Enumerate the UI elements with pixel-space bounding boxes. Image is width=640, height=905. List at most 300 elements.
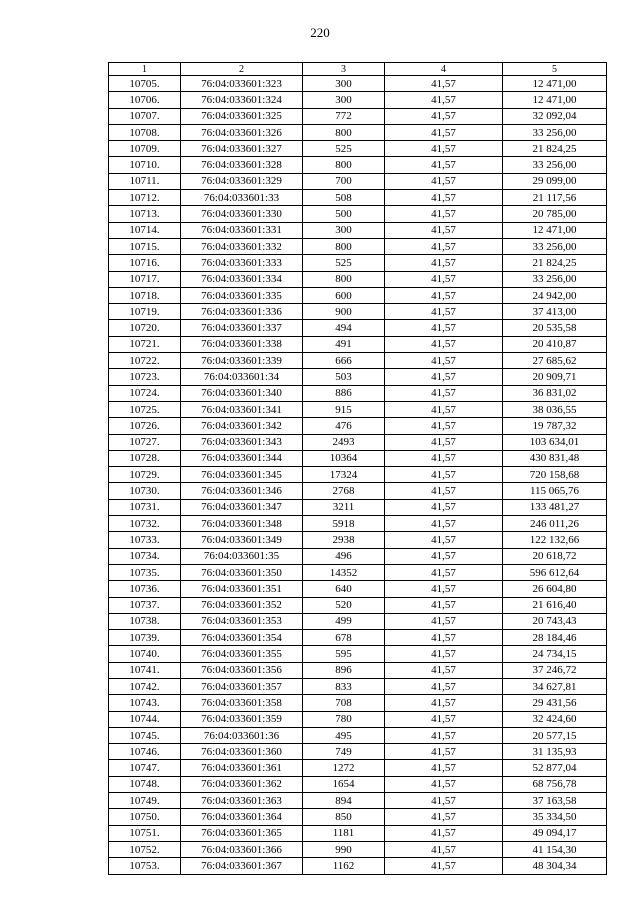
table-row [109,662,607,678]
row-number-cell: 10731. [109,499,181,515]
cadastral-number-cell: 76:04:033601:36 [181,727,303,743]
area-cell: 17324 [303,467,385,483]
rate-cell: 41,57 [385,238,503,254]
table-row [109,222,607,238]
cadastral-number-cell: 76:04:033601:326 [181,124,303,140]
cadastral-number-cell: 76:04:033601:367 [181,858,303,874]
table-row [109,597,607,613]
rate-cell: 41,57 [385,727,503,743]
rate-cell: 41,57 [385,190,503,206]
area-cell: 2493 [303,434,385,450]
cadastral-number-cell: 76:04:033601:328 [181,157,303,173]
row-number-cell: 10717. [109,271,181,287]
table-row [109,141,607,157]
table-row [109,108,607,124]
column-header: 1 [109,63,181,76]
cadastral-number-cell: 76:04:033601:323 [181,76,303,92]
table-row [109,564,607,580]
amount-cell: 27 685,62 [503,353,607,369]
rate-cell: 41,57 [385,532,503,548]
column-header: 4 [385,63,503,76]
rate-cell: 41,57 [385,320,503,336]
cadastral-number-cell: 76:04:033601:346 [181,483,303,499]
area-cell: 990 [303,841,385,857]
rate-cell: 41,57 [385,630,503,646]
rate-cell: 41,57 [385,646,503,662]
table-row [109,678,607,694]
cadastral-number-cell: 76:04:033601:362 [181,776,303,792]
table-row [109,287,607,303]
area-cell: 600 [303,287,385,303]
cadastral-number-cell: 76:04:033601:349 [181,532,303,548]
cadastral-number-cell: 76:04:033601:329 [181,173,303,189]
table-row [109,613,607,629]
amount-cell: 20 785,00 [503,206,607,222]
rate-cell: 41,57 [385,841,503,857]
rate-cell: 41,57 [385,613,503,629]
table-row [109,157,607,173]
area-cell: 708 [303,695,385,711]
cadastral-number-cell: 76:04:033601:363 [181,793,303,809]
rate-cell: 41,57 [385,597,503,613]
area-cell: 5918 [303,516,385,532]
cadastral-number-cell: 76:04:033601:330 [181,206,303,222]
row-number-cell: 10709. [109,141,181,157]
row-number-cell: 10750. [109,809,181,825]
amount-cell: 720 158,68 [503,467,607,483]
rate-cell: 41,57 [385,206,503,222]
cadastral-number-cell: 76:04:033601:351 [181,581,303,597]
table-row [109,434,607,450]
amount-cell: 21 824,25 [503,255,607,271]
rate-cell: 41,57 [385,222,503,238]
amount-cell: 48 304,34 [503,858,607,874]
row-number-cell: 10732. [109,516,181,532]
area-cell: 508 [303,190,385,206]
row-number-cell: 10744. [109,711,181,727]
amount-cell: 32 424,60 [503,711,607,727]
area-cell: 900 [303,304,385,320]
area-cell: 800 [303,124,385,140]
amount-cell: 19 787,32 [503,418,607,434]
amount-cell: 21 117,56 [503,190,607,206]
table-row [109,760,607,776]
table-row [109,190,607,206]
row-number-cell: 10716. [109,255,181,271]
area-cell: 800 [303,157,385,173]
table-row [109,320,607,336]
area-cell: 1654 [303,776,385,792]
table-row [109,825,607,841]
area-cell: 700 [303,173,385,189]
area-cell: 10364 [303,450,385,466]
area-cell: 894 [303,793,385,809]
amount-cell: 29 431,56 [503,695,607,711]
cadastral-number-cell: 76:04:033601:360 [181,744,303,760]
row-number-cell: 10733. [109,532,181,548]
amount-cell: 33 256,00 [503,124,607,140]
row-number-cell: 10715. [109,238,181,254]
amount-cell: 103 634,01 [503,434,607,450]
row-number-cell: 10753. [109,858,181,874]
amount-cell: 24 942,00 [503,287,607,303]
amount-cell: 21 616,40 [503,597,607,613]
area-cell: 595 [303,646,385,662]
table-row [109,304,607,320]
table-row [109,401,607,417]
row-number-cell: 10735. [109,564,181,580]
area-cell: 749 [303,744,385,760]
rate-cell: 41,57 [385,108,503,124]
amount-cell: 20 618,72 [503,548,607,564]
rate-cell: 41,57 [385,76,503,92]
cadastral-number-cell: 76:04:033601:35 [181,548,303,564]
amount-cell: 12 471,00 [503,92,607,108]
rate-cell: 41,57 [385,548,503,564]
area-cell: 1162 [303,858,385,874]
cadastral-number-cell: 76:04:033601:353 [181,613,303,629]
table-body [109,76,607,875]
area-cell: 520 [303,597,385,613]
cadastral-number-cell: 76:04:033601:342 [181,418,303,434]
row-number-cell: 10738. [109,613,181,629]
table-row [109,418,607,434]
rate-cell: 41,57 [385,271,503,287]
rate-cell: 41,57 [385,336,503,352]
table-row [109,858,607,874]
amount-cell: 37 413,00 [503,304,607,320]
amount-cell: 37 163,58 [503,793,607,809]
area-cell: 496 [303,548,385,564]
amount-cell: 21 824,25 [503,141,607,157]
amount-cell: 29 099,00 [503,173,607,189]
area-cell: 800 [303,271,385,287]
area-cell: 833 [303,678,385,694]
rate-cell: 41,57 [385,173,503,189]
row-number-cell: 10714. [109,222,181,238]
amount-cell: 20 909,71 [503,369,607,385]
rate-cell: 41,57 [385,385,503,401]
table-row [109,238,607,254]
amount-cell: 20 743,43 [503,613,607,629]
area-cell: 500 [303,206,385,222]
row-number-cell: 10706. [109,92,181,108]
amount-cell: 12 471,00 [503,222,607,238]
table-row [109,353,607,369]
area-cell: 525 [303,141,385,157]
row-number-cell: 10745. [109,727,181,743]
cadastral-number-cell: 76:04:033601:340 [181,385,303,401]
rate-cell: 41,57 [385,287,503,303]
table-row [109,581,607,597]
column-header: 2 [181,63,303,76]
area-cell: 525 [303,255,385,271]
row-number-cell: 10720. [109,320,181,336]
cadastral-number-cell: 76:04:033601:361 [181,760,303,776]
table-row [109,206,607,222]
area-cell: 494 [303,320,385,336]
rate-cell: 41,57 [385,858,503,874]
rate-cell: 41,57 [385,304,503,320]
rate-cell: 41,57 [385,516,503,532]
row-number-cell: 10730. [109,483,181,499]
rate-cell: 41,57 [385,255,503,271]
row-number-cell: 10726. [109,418,181,434]
row-number-cell: 10721. [109,336,181,352]
rate-cell: 41,57 [385,124,503,140]
amount-cell: 31 135,93 [503,744,607,760]
table-row [109,646,607,662]
amount-cell: 37 246,72 [503,662,607,678]
row-number-cell: 10708. [109,124,181,140]
area-cell: 495 [303,727,385,743]
amount-cell: 34 627,81 [503,678,607,694]
amount-cell: 20 535,58 [503,320,607,336]
cadastral-number-cell: 76:04:033601:335 [181,287,303,303]
row-number-cell: 10725. [109,401,181,417]
cadastral-number-cell: 76:04:033601:336 [181,304,303,320]
row-number-cell: 10743. [109,695,181,711]
cadastral-number-cell: 76:04:033601:334 [181,271,303,287]
cadastral-number-cell: 76:04:033601:337 [181,320,303,336]
row-number-cell: 10729. [109,467,181,483]
row-number-cell: 10751. [109,825,181,841]
rate-cell: 41,57 [385,825,503,841]
column-header: 5 [503,63,607,76]
amount-cell: 36 831,02 [503,385,607,401]
table-row [109,744,607,760]
row-number-cell: 10748. [109,776,181,792]
cadastral-number-cell: 76:04:033601:333 [181,255,303,271]
cadastral-number-cell: 76:04:033601:341 [181,401,303,417]
cadastral-number-cell: 76:04:033601:348 [181,516,303,532]
table-row [109,793,607,809]
table-row [109,124,607,140]
area-cell: 300 [303,76,385,92]
amount-cell: 32 092,04 [503,108,607,124]
rate-cell: 41,57 [385,793,503,809]
amount-cell: 68 756,78 [503,776,607,792]
area-cell: 2768 [303,483,385,499]
cadastral-number-cell: 76:04:033601:344 [181,450,303,466]
cadastral-number-cell: 76:04:033601:358 [181,695,303,711]
table-row [109,467,607,483]
table-row [109,92,607,108]
rate-cell: 41,57 [385,157,503,173]
table-row [109,173,607,189]
rate-cell: 41,57 [385,695,503,711]
header-row [109,63,607,76]
cadastral-number-cell: 76:04:033601:332 [181,238,303,254]
cadastral-number-cell: 76:04:033601:339 [181,353,303,369]
row-number-cell: 10711. [109,173,181,189]
amount-cell: 24 734,15 [503,646,607,662]
cadastral-number-cell: 76:04:033601:354 [181,630,303,646]
row-number-cell: 10727. [109,434,181,450]
table-row [109,369,607,385]
cadastral-number-cell: 76:04:033601:364 [181,809,303,825]
cadastral-number-cell: 76:04:033601:347 [181,499,303,515]
cadastral-number-cell: 76:04:033601:345 [181,467,303,483]
area-cell: 896 [303,662,385,678]
row-number-cell: 10718. [109,287,181,303]
row-number-cell: 10713. [109,206,181,222]
table-row [109,76,607,92]
rate-cell: 41,57 [385,760,503,776]
cadastral-number-cell: 76:04:033601:359 [181,711,303,727]
area-cell: 640 [303,581,385,597]
rate-cell: 41,57 [385,744,503,760]
table-row [109,336,607,352]
row-number-cell: 10741. [109,662,181,678]
column-header: 3 [303,63,385,76]
area-cell: 300 [303,92,385,108]
amount-cell: 596 612,64 [503,564,607,580]
amount-cell: 41 154,30 [503,841,607,857]
cadastral-number-cell: 76:04:033601:33 [181,190,303,206]
rate-cell: 41,57 [385,662,503,678]
table-row [109,450,607,466]
area-cell: 2938 [303,532,385,548]
amount-cell: 20 577,15 [503,727,607,743]
rate-cell: 41,57 [385,483,503,499]
amount-cell: 26 604,80 [503,581,607,597]
rate-cell: 41,57 [385,353,503,369]
area-cell: 503 [303,369,385,385]
cadastral-number-cell: 76:04:033601:356 [181,662,303,678]
cadastral-number-cell: 76:04:033601:324 [181,92,303,108]
cadastral-number-cell: 76:04:033601:325 [181,108,303,124]
table-row [109,809,607,825]
row-number-cell: 10739. [109,630,181,646]
amount-cell: 33 256,00 [503,238,607,254]
row-number-cell: 10707. [109,108,181,124]
row-number-cell: 10746. [109,744,181,760]
row-number-cell: 10736. [109,581,181,597]
area-cell: 915 [303,401,385,417]
cadastral-number-cell: 76:04:033601:350 [181,564,303,580]
rate-cell: 41,57 [385,581,503,597]
table-row [109,255,607,271]
table-row [109,516,607,532]
area-cell: 666 [303,353,385,369]
row-number-cell: 10705. [109,76,181,92]
area-cell: 1181 [303,825,385,841]
row-number-cell: 10719. [109,304,181,320]
amount-cell: 246 011,26 [503,516,607,532]
table-row [109,483,607,499]
amount-cell: 33 256,00 [503,271,607,287]
area-cell: 3211 [303,499,385,515]
cadastral-number-cell: 76:04:033601:34 [181,369,303,385]
table-row [109,695,607,711]
cadastral-number-cell: 76:04:033601:357 [181,678,303,694]
table-row [109,727,607,743]
row-number-cell: 10749. [109,793,181,809]
rate-cell: 41,57 [385,564,503,580]
table-row [109,548,607,564]
amount-cell: 430 831,48 [503,450,607,466]
rate-cell: 41,57 [385,450,503,466]
table-row [109,841,607,857]
rate-cell: 41,57 [385,809,503,825]
amount-cell: 133 481,27 [503,499,607,515]
area-cell: 14352 [303,564,385,580]
area-cell: 300 [303,222,385,238]
rate-cell: 41,57 [385,401,503,417]
table-row [109,499,607,515]
table-row [109,385,607,401]
row-number-cell: 10734. [109,548,181,564]
cadastral-number-cell: 76:04:033601:352 [181,597,303,613]
amount-cell: 122 132,66 [503,532,607,548]
amount-cell: 20 410,87 [503,336,607,352]
area-cell: 850 [303,809,385,825]
area-cell: 678 [303,630,385,646]
rate-cell: 41,57 [385,499,503,515]
page-number: 220 [310,25,330,40]
rate-cell: 41,57 [385,467,503,483]
row-number-cell: 10724. [109,385,181,401]
row-number-cell: 10737. [109,597,181,613]
table-row [109,271,607,287]
cadastral-number-cell: 76:04:033601:327 [181,141,303,157]
area-cell: 491 [303,336,385,352]
area-cell: 886 [303,385,385,401]
cadastral-number-cell: 76:04:033601:343 [181,434,303,450]
row-number-cell: 10722. [109,353,181,369]
amount-cell: 35 334,50 [503,809,607,825]
rate-cell: 41,57 [385,434,503,450]
row-number-cell: 10710. [109,157,181,173]
rate-cell: 41,57 [385,776,503,792]
rate-cell: 41,57 [385,92,503,108]
area-cell: 499 [303,613,385,629]
amount-cell: 33 256,00 [503,157,607,173]
rate-cell: 41,57 [385,418,503,434]
table-row [109,711,607,727]
area-cell: 772 [303,108,385,124]
cadastral-number-cell: 76:04:033601:366 [181,841,303,857]
table-row [109,532,607,548]
cadastral-number-cell: 76:04:033601:331 [181,222,303,238]
area-cell: 476 [303,418,385,434]
amount-cell: 38 036,55 [503,401,607,417]
table-row [109,630,607,646]
amount-cell: 52 877,04 [503,760,607,776]
row-number-cell: 10712. [109,190,181,206]
area-cell: 800 [303,238,385,254]
table-row [109,776,607,792]
row-number-cell: 10740. [109,646,181,662]
data-table [108,62,607,875]
amount-cell: 12 471,00 [503,76,607,92]
cadastral-number-cell: 76:04:033601:365 [181,825,303,841]
amount-cell: 28 184,46 [503,630,607,646]
row-number-cell: 10752. [109,841,181,857]
row-number-cell: 10747. [109,760,181,776]
rate-cell: 41,57 [385,711,503,727]
amount-cell: 115 065,76 [503,483,607,499]
row-number-cell: 10728. [109,450,181,466]
rate-cell: 41,57 [385,369,503,385]
rate-cell: 41,57 [385,678,503,694]
row-number-cell: 10742. [109,678,181,694]
cadastral-number-cell: 76:04:033601:355 [181,646,303,662]
cadastral-number-cell: 76:04:033601:338 [181,336,303,352]
rate-cell: 41,57 [385,141,503,157]
area-cell: 780 [303,711,385,727]
